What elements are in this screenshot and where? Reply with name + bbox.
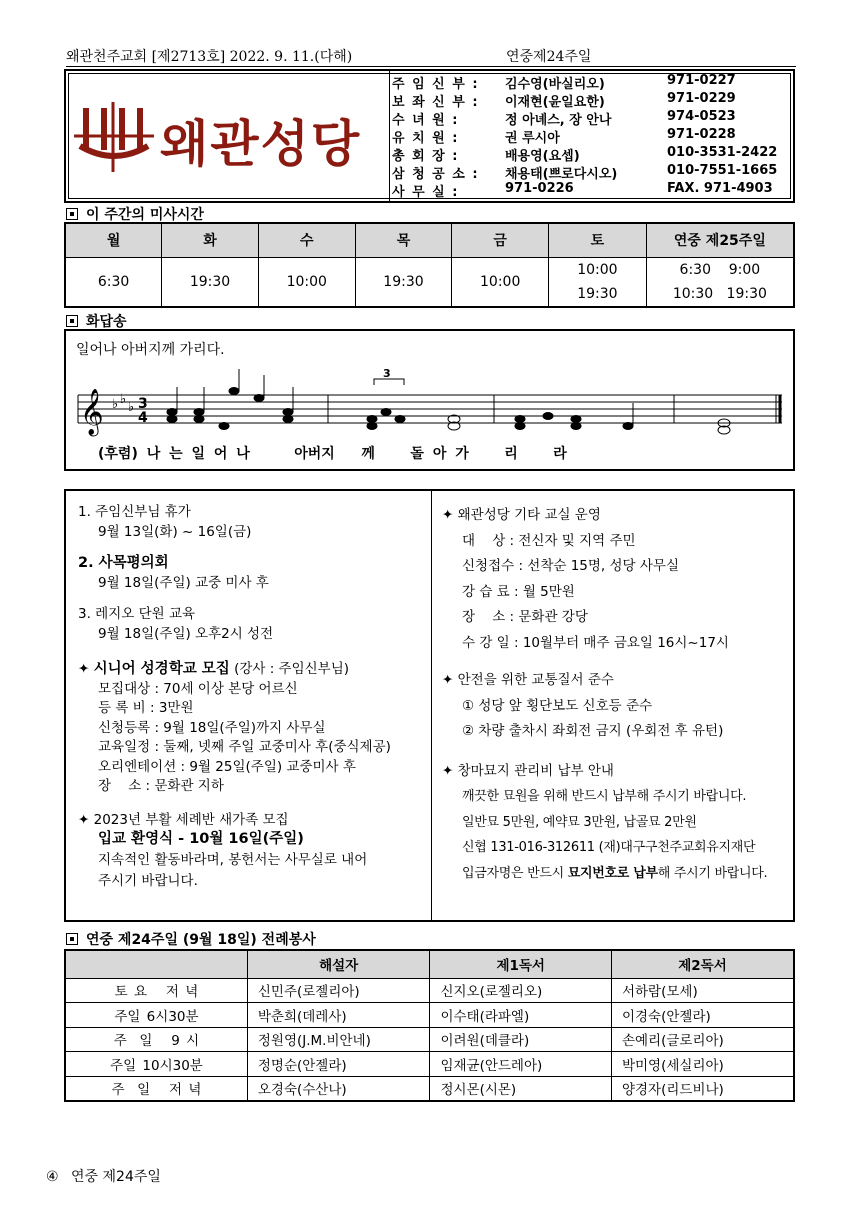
notices-right [442, 503, 792, 886]
bullet-square-icon [66, 208, 78, 220]
service-person: 손예리(글로리아) [611, 1027, 794, 1052]
service-mass-time: 토 요 저 녁 [65, 978, 247, 1003]
staff-name: 971-0226 [505, 181, 574, 196]
notice-1-body: 9월 13일(화) ~ 16일(금) [98, 523, 252, 540]
service-row [65, 1027, 794, 1052]
notice-line: 오리엔테이션 : 9월 25일(주일) 교중미사 후 [98, 758, 356, 775]
staff-role: 총 회 장 : [392, 149, 458, 164]
staff-tel: 974-0523 [667, 109, 736, 124]
traffic-details [442, 694, 792, 745]
service-row [65, 1003, 794, 1028]
notice-line: 장 소 : 문화관 강당 [462, 609, 588, 625]
service-header-row [65, 950, 794, 978]
psalm-text: 일어나 아버지께 가리다. [76, 342, 225, 358]
mass-time-cell: 10:00 [452, 257, 549, 307]
mass-day-header: 수 [258, 223, 355, 257]
service-person: 이경숙(안젤라) [611, 1003, 794, 1028]
service-person: 이려원(데클라) [430, 1027, 612, 1052]
liturgy-service-title: 연중 제24주일 (9월 18일) 전례봉사 [66, 929, 316, 949]
service-person: 박미영(세실리아) [611, 1052, 794, 1077]
psalm-refrain-lyrics: (후렴) 나 는 일 어 나 아버지 께 돌 아 가 리 라 [98, 446, 567, 462]
right-notice-2-title: ✦ 안전을 위한 교통질서 준수 [442, 672, 614, 688]
svg-text:4: 4 [138, 410, 148, 426]
svg-text:3: 3 [383, 367, 391, 380]
star-bullet-icon: ✦ [78, 811, 94, 828]
staff-row [392, 127, 792, 145]
service-person: 서하람(모세) [611, 978, 794, 1003]
service-person: 정명순(안젤라) [247, 1052, 430, 1077]
staff-tel: 971-0229 [667, 91, 736, 106]
mass-day-header: 월 [65, 223, 162, 257]
svg-text:♭: ♭ [112, 397, 119, 412]
notice-line: 대 상 : 전신자 및 지역 주민 [462, 532, 636, 549]
mass-time-cell: 6:30 9:00 10:30 19:30 [646, 257, 794, 307]
mass-times-title: 이 주간의 미사시간 [66, 204, 204, 224]
mass-day-header: 목 [355, 223, 452, 257]
mass-day-header: 연중 제25주일 [646, 223, 794, 257]
time-signature [138, 396, 148, 426]
notice-5-details [78, 850, 428, 892]
notice-line: 지속적인 활동바라며, 봉헌서는 사무실로 내어 [98, 851, 368, 868]
mass-times-table [64, 222, 795, 308]
service-mass-time: 주일 10시30분 [65, 1052, 247, 1077]
service-mass-time: 주일 6시30분 [65, 1003, 247, 1028]
cemetery-fee-details [442, 784, 792, 861]
right-notice-3-title: ✦ 창마묘지 관리비 납부 안내 [442, 762, 614, 779]
service-mass-time: 주 일 9 시 [65, 1027, 247, 1052]
service-person: 신지오(로젤리오) [430, 978, 612, 1003]
notice-line: 주시기 바랍니다. [98, 872, 198, 889]
service-person: 정시몬(시몬) [430, 1076, 612, 1101]
service-person: 양경자(리드비나) [611, 1076, 794, 1101]
service-header-cell: 해설자 [247, 950, 430, 978]
notice-line: 일반묘 5만원, 예약묘 3만원, 납골묘 2만원 [462, 814, 697, 830]
service-row [65, 978, 794, 1003]
service-header-cell: 제1독서 [430, 950, 612, 978]
svg-text:𝄞: 𝄞 [80, 389, 104, 435]
notice-line: 신협 131-016-312611 (재)대구구천주교회유지재단 [462, 840, 756, 855]
mass-time-cell: 19:30 [355, 257, 452, 307]
staff-role: 사 무 실 : [392, 185, 458, 200]
parish-logo-icon [74, 102, 154, 172]
notices-left [78, 503, 428, 892]
notice-line: 등 록 비 : 3만원 [98, 700, 194, 716]
service-mass-time: 주 일 저 녁 [65, 1076, 247, 1101]
staff-name: 김수영(바실리오) [505, 77, 605, 92]
staff-row [392, 73, 792, 91]
service-person: 이수태(라파엘) [430, 1003, 612, 1028]
page-number: ④ [46, 1169, 59, 1185]
footer-text: 연중 제24주일 [71, 1169, 161, 1185]
notice-line: 깨끗한 묘원을 위해 반드시 납부해 주시기 바랍니다. [462, 789, 747, 804]
mass-time-cell: 6:30 [65, 257, 162, 307]
staff-row [392, 91, 792, 109]
staff-row [392, 163, 792, 181]
notice-4-title: ✦ 시니어 성경학교 모집 (강사 : 주임신부님) [78, 661, 350, 677]
issue-info: 왜관천주교회 [제2713호] 2022. 9. 11.(다해) [66, 49, 353, 65]
mass-day-header: 화 [162, 223, 259, 257]
bulletin-header [66, 46, 796, 66]
staff-role: 삼 청 공 소 : [392, 167, 478, 182]
cemetery-fee-note: 입금자명은 반드시 묘지번호로 납부해 주시기 바랍니다. [462, 865, 768, 881]
service-header-cell: 제2독서 [611, 950, 794, 978]
star-bullet-icon: ✦ [78, 661, 94, 677]
service-header-cell [65, 950, 247, 978]
staff-name: 채용태(쁘로다시오) [505, 167, 618, 182]
service-person: 오경숙(수산나) [247, 1076, 430, 1101]
staff-row [392, 109, 792, 127]
star-bullet-icon: ✦ [442, 507, 458, 523]
staff-name: 정 아녜스, 장 안나 [505, 113, 612, 128]
notice-line: 교육일정 : 둘째, 넷째 주일 교중미사 후(중식제공) [98, 739, 391, 755]
service-row [65, 1076, 794, 1101]
sunday-title: 연중제24주일 [506, 49, 592, 65]
mass-times-row [65, 257, 794, 307]
staff-role: 주 임 신 부 : [392, 77, 478, 92]
mass-time-cell: 10:00 19:30 [549, 257, 647, 307]
notice-line: 신청등록 : 9월 18일(주일)까지 사무실 [98, 719, 326, 736]
notice-line: 강 습 료 : 월 5만원 [462, 583, 575, 600]
notice-3-body: 9월 18일(주일) 오후2시 성전 [98, 625, 274, 642]
staff-role: 유 치 원 : [392, 131, 458, 146]
star-bullet-icon: ✦ [442, 762, 458, 779]
service-person: 신민주(로젤리아) [247, 978, 430, 1003]
staff-tel: FAX. 971-4903 [667, 181, 773, 196]
mass-day-header: 토 [549, 223, 647, 257]
star-bullet-icon: ✦ [442, 672, 458, 688]
page-footer [46, 1166, 161, 1186]
staff-row [392, 145, 792, 163]
notice-1-title: 1. 주임신부님 휴가 [78, 504, 191, 520]
svg-text:♭: ♭ [128, 400, 135, 415]
staff-tel: 010-7551-1665 [667, 163, 778, 178]
mass-day-header: 금 [452, 223, 549, 257]
notice-3-title: 3. 레지오 단원 교육 [78, 606, 196, 622]
service-person: 박춘희(데레사) [247, 1003, 430, 1028]
staff-name: 이재현(윤일요한) [505, 95, 605, 110]
staff-name: 배용영(요셉) [505, 149, 580, 164]
psalm-box [64, 329, 795, 471]
notice-line: 신청접수 : 선착순 15명, 성당 사무실 [462, 558, 680, 574]
staff-role: 수 녀 원 : [392, 113, 458, 128]
notice-2-body: 9월 18일(주일) 교중 미사 후 [98, 574, 269, 591]
service-person: 임재균(안드레아) [430, 1052, 612, 1077]
svg-text:3: 3 [138, 396, 148, 412]
notice-line: 모집대상 : 70세 이상 본당 어르신 [98, 680, 298, 697]
notice-4-details [78, 680, 428, 797]
mass-time-cell: 19:30 [162, 257, 259, 307]
staff-list [392, 73, 792, 199]
notice-line: 수 강 일 : 10월부터 매주 금요일 16시~17시 [462, 634, 729, 651]
notice-2-title: 2. 사목평의회 [78, 555, 169, 571]
staff-row [392, 181, 792, 199]
psalm-title: 화답송 [66, 311, 127, 331]
bullet-square-icon [66, 933, 78, 945]
guitar-class-details [442, 529, 792, 657]
right-notice-1-title: ✦ 왜관성당 기타 교실 운영 [442, 507, 601, 523]
parish-logo-text: 왜관성당 [160, 115, 362, 173]
service-row [65, 1052, 794, 1077]
notice-5-title: ✦ 2023년 부활 세례반 새가족 모집 [78, 811, 289, 828]
liturgy-service-table [64, 949, 795, 1102]
notice-line: ② 차량 출차시 좌회전 금지 (우회전 후 유턴) [462, 723, 724, 739]
bullet-square-icon [66, 315, 78, 327]
staff-role: 보 좌 신 부 : [392, 95, 478, 110]
staff-name: 권 루시아 [505, 131, 560, 146]
notice-line: ① 성당 앞 횡단보도 신호등 준수 [462, 697, 653, 714]
staff-tel: 010-3531-2422 [667, 145, 778, 160]
staff-tel: 971-0228 [667, 127, 736, 142]
header-rule [66, 66, 796, 67]
notice-line: 장 소 : 문화관 지하 [98, 778, 224, 794]
music-score [74, 365, 789, 441]
staff-tel: 971-0227 [667, 73, 736, 88]
mass-time-cell: 10:00 [258, 257, 355, 307]
mass-days-row [65, 223, 794, 257]
service-person: 정원영(J.M.비안네) [247, 1027, 430, 1052]
notice-5-highlight: 입교 환영식 - 10월 16일(주일) [98, 831, 304, 847]
svg-text:♭: ♭ [120, 392, 127, 407]
